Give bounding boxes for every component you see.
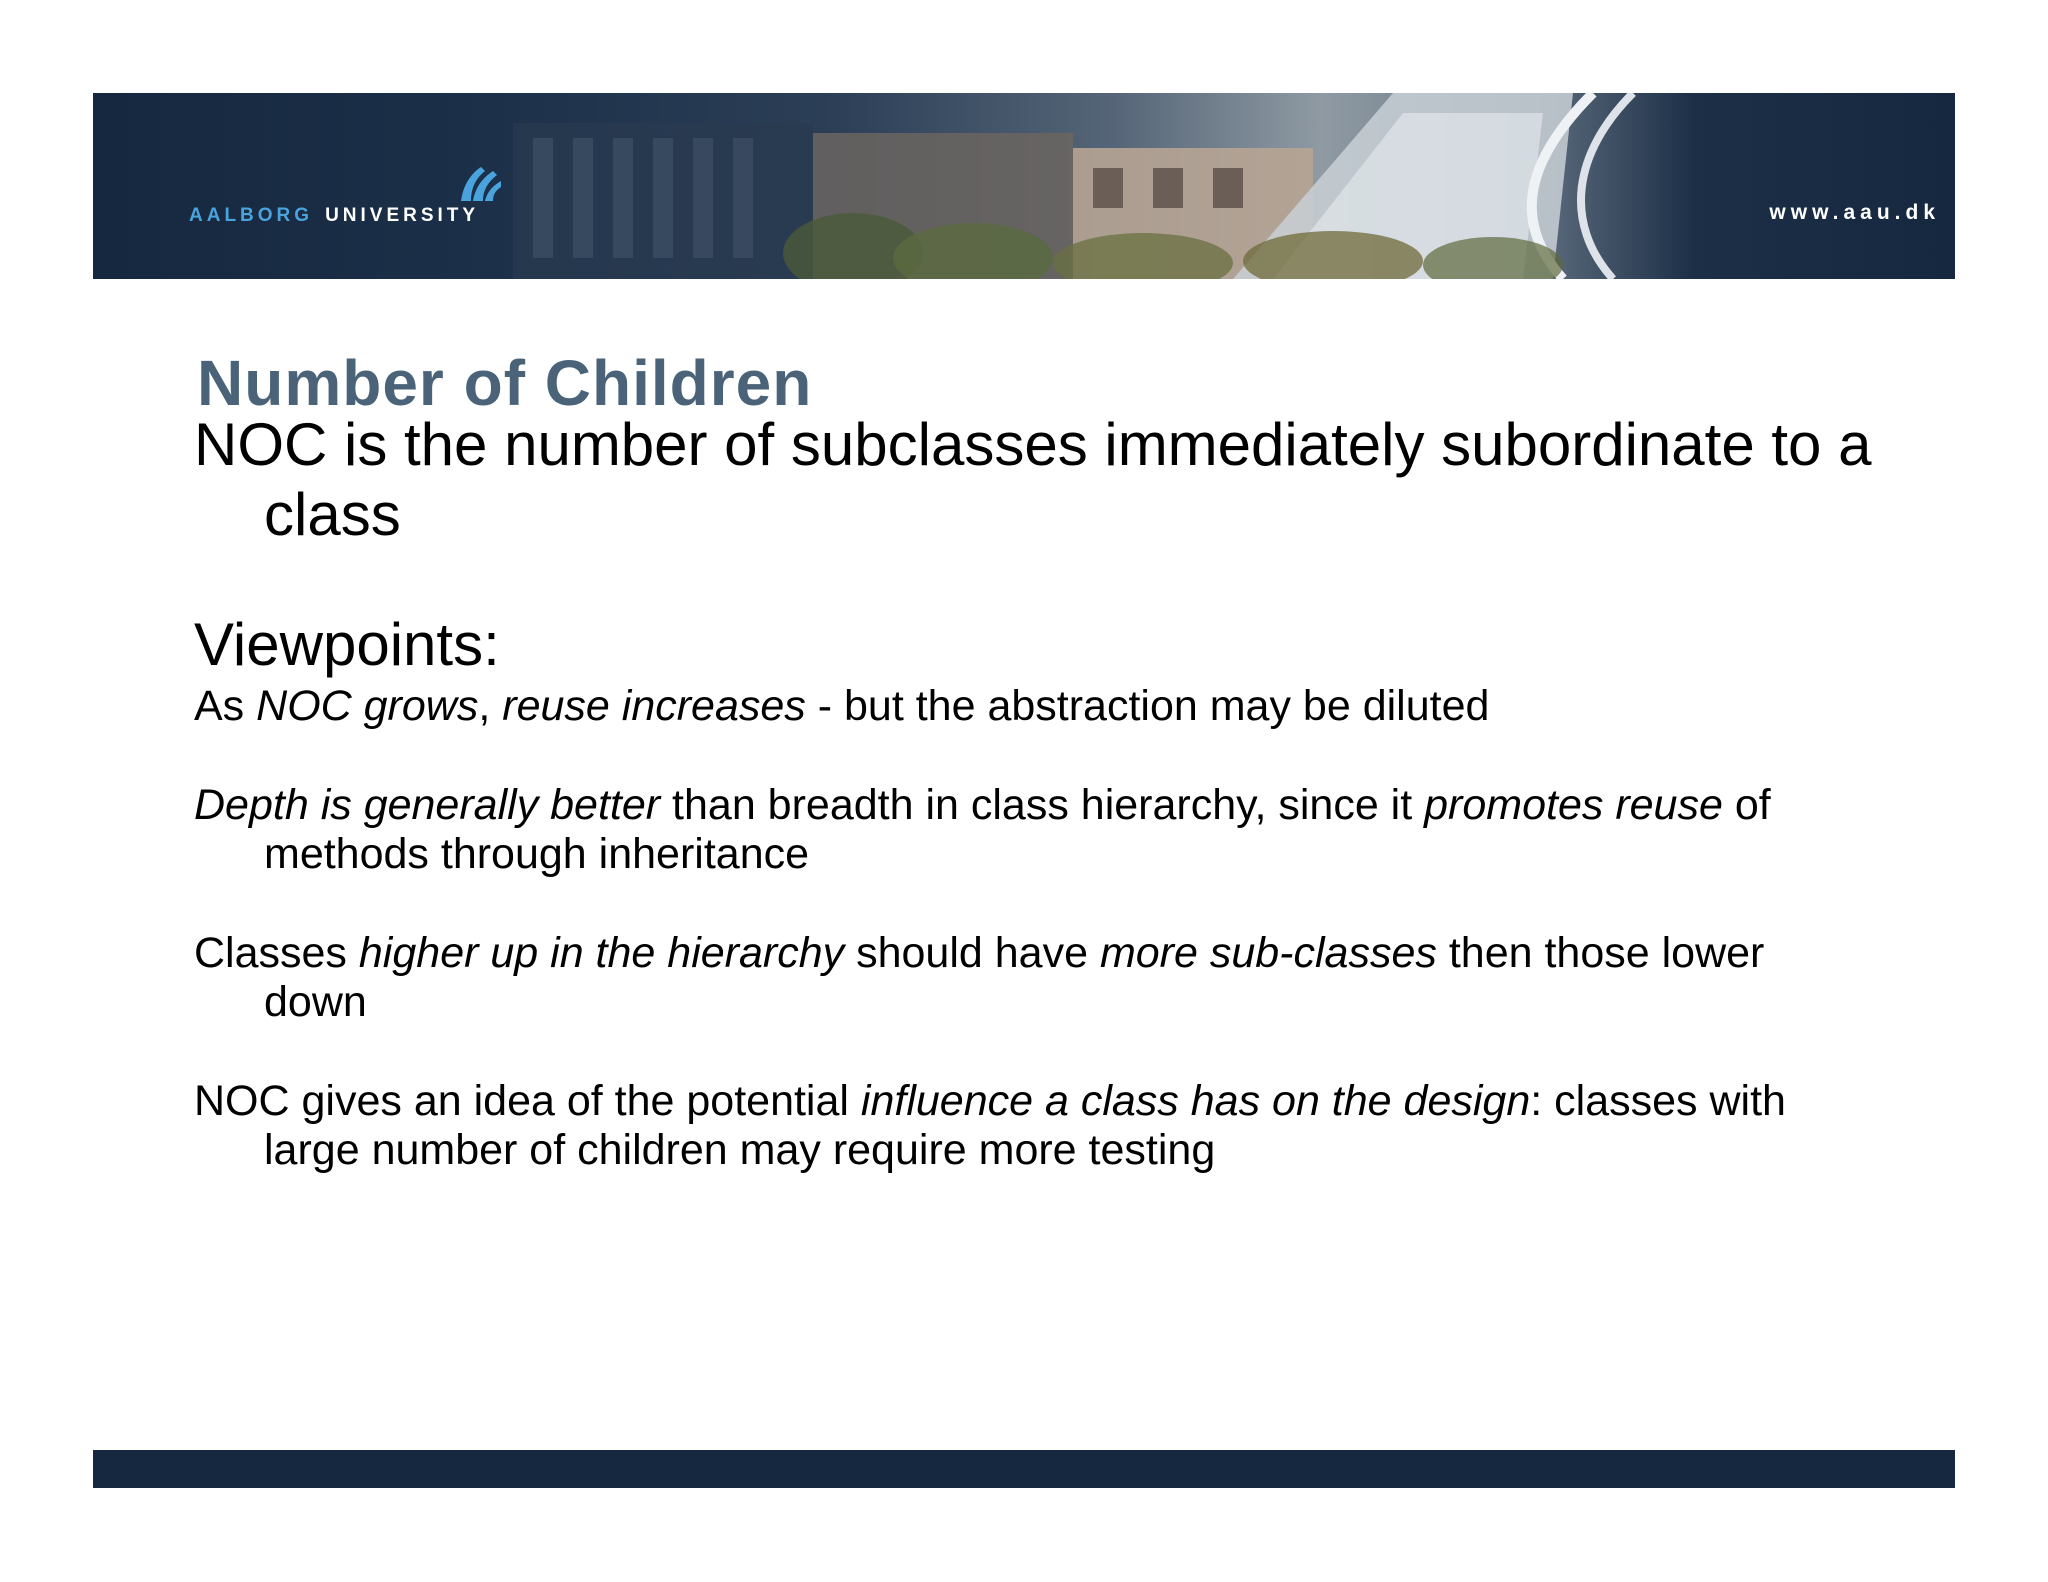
text-run-italic: Depth is generally better (194, 781, 661, 829)
slide-body (194, 410, 1874, 1175)
viewpoint-item (194, 929, 1874, 1027)
text-run: of methods through inheritance (264, 781, 1771, 878)
viewpoint-item (194, 1077, 1874, 1175)
text-run: Classes (194, 929, 359, 977)
viewpoint-item (194, 682, 1874, 731)
noc-definition: NOC is the number of subclasses immediately subordinate to a class (194, 411, 1872, 548)
footer-bar (93, 1450, 1955, 1488)
text-run: - but the abstraction may be diluted (805, 682, 1490, 730)
slide-title: Number of Children (197, 347, 813, 419)
viewpoints-heading: Viewpoints: (194, 611, 500, 678)
text-run: NOC gives an idea of the potential (194, 1077, 861, 1125)
text-run: should have (844, 929, 1100, 977)
text-run-italic: reuse increases (502, 682, 806, 730)
website-url[interactable]: www.aau.dk (1769, 201, 1940, 224)
text-run: than breadth in class hierarchy, since it (660, 781, 1425, 829)
text-run-italic: more sub-classes (1099, 929, 1437, 977)
text-run-italic: promotes reuse (1424, 781, 1723, 829)
logo-aalborg-text: AALBORG (189, 205, 314, 226)
header-banner (93, 93, 1955, 279)
text-run-italic: higher up in the hierarchy (358, 929, 845, 977)
text-run-italic: influence a class has on the design (860, 1077, 1531, 1125)
text-run-italic: NOC grows (256, 682, 479, 730)
aau-logo-icon (455, 163, 503, 203)
university-logo[interactable] (189, 205, 479, 227)
text-run: As (194, 682, 257, 730)
text-run: then those lower down (264, 929, 1765, 1026)
campus-photo (93, 93, 1955, 279)
text-run: , (478, 682, 503, 730)
text-run: : classes with large number of children may require more testing (264, 1077, 1786, 1174)
viewpoint-item (194, 781, 1874, 879)
logo-university-text: UNIVERSITY (325, 205, 480, 226)
